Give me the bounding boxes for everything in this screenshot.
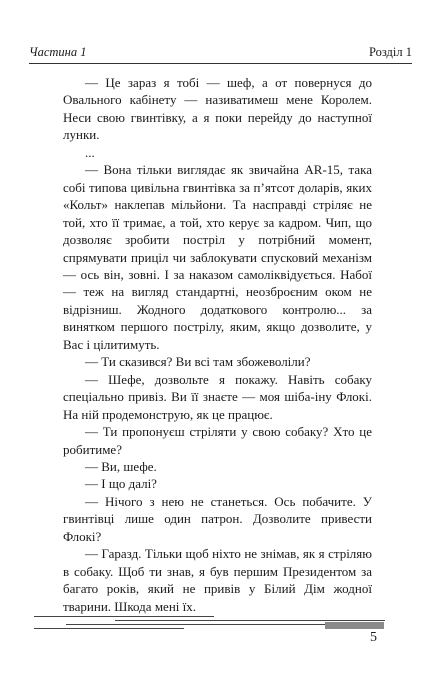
running-header: [29, 44, 412, 60]
footer-line: [34, 616, 214, 617]
header-rule: [29, 63, 412, 64]
paragraph: — Нічого з нею не станеться. Ось побачите. У гвинтівці лише один патрон. Дозволите привести Флокі?: [63, 493, 372, 544]
body-text: [63, 74, 372, 615]
part-title: Частина 1: [29, 45, 87, 59]
paragraph: — Ти сказився? Ви всі там збожеволіли?: [85, 354, 311, 370]
footer-line: [115, 620, 385, 621]
chapter-title: Розділ 1: [368, 45, 412, 59]
paragraph: — Ти пропонуєш стріляти у свою собаку? Хто це робитиме?: [63, 424, 372, 457]
paragraph: — Гаразд. Тільки щоб ніхто не знімав, як я стріляю в собаку. Щоб ти знав, я був першим Президентом за багато років, який не привів у Білий Дім жодної тварини. Шкода мені їх.: [63, 546, 372, 614]
footer-line: [34, 628, 184, 629]
paragraph: — Вона тільки виглядає як звичайна AR-15, така собі типова цивільна гвинтівка за п’ятсот доларів, яких «Кольт» наклепав мільйони. Та насправді стріляє не той, хто її тримає, а той, хто керує за кадром. Чип, що дозволяє зробити постріл у потрібний момент, спрямувати приціл чи заблокувати спусковий механізм — ось він, зовні. І за наказом самоліквідується. Набої — теж на вигляд стандартні, неозброєним оком не відрізниш. Жодного додаткового контролю... за винятком першого пострілу, яким, якщо дозволите, у Вас і цілитимуть.: [63, 162, 372, 352]
paragraph: — Ви, шефе.: [85, 458, 157, 474]
paragraph: — Це зараз я тобі — шеф, а от повернуся до Овального кабінету — називатимеш мене Королем. Неси свою гвинтівку, а я поки перейду до наступної лунки.: [63, 75, 372, 143]
page-number: 5: [370, 630, 377, 645]
footer-gray-block: [325, 622, 384, 629]
footer-line: [66, 624, 326, 625]
paragraph: — Шефе, дозвольте я покажу. Навіть собаку спеціально привіз. Ви її знаєте — моя шіба-іну Флокі. На ній продемонструю, як це працює.: [63, 371, 372, 422]
paragraph: ...: [85, 144, 95, 160]
paragraph: — І що далі?: [85, 476, 157, 492]
